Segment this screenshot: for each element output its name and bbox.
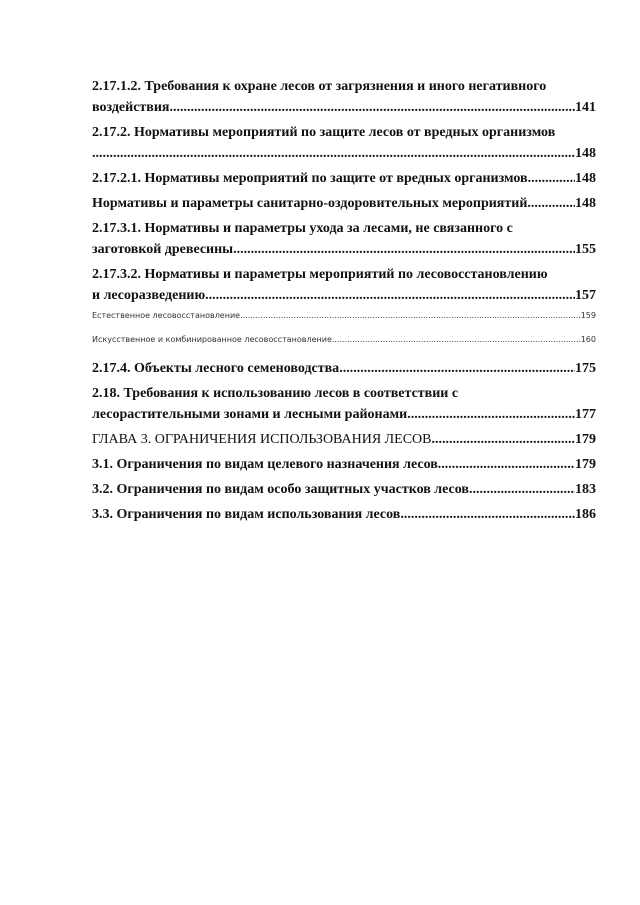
toc-entry-2-17-3-1[interactable] [92, 218, 596, 260]
toc-entry-sanitary-measures[interactable] [92, 193, 596, 214]
toc-entry-lastline [92, 285, 596, 306]
toc-entry-lastline [92, 310, 596, 322]
dot-leader [438, 454, 575, 475]
toc-entry-2-18[interactable] [92, 383, 596, 425]
toc-entry-title: воздействия [92, 100, 170, 115]
dot-leader [240, 310, 581, 322]
toc-entry-lastline [92, 168, 596, 189]
toc-entry-title: 2.17.2.1. Нормативы мероприятий по защите от вредных организмов. [92, 171, 532, 186]
toc-page-number: 157 [575, 288, 596, 303]
toc-entry-title: Нормативы и параметры санитарно-оздоровительных мероприятий [92, 196, 528, 211]
dot-leader [205, 285, 575, 306]
toc-entry-title: Искусственное и комбинированное лесовосстановление [92, 335, 332, 344]
toc-entry-lastline [92, 454, 596, 475]
table-of-contents [92, 76, 596, 529]
dot-leader [339, 358, 575, 379]
toc-page-number: 186 [575, 507, 596, 522]
toc-entry-title: ГЛАВА 3. ОГРАНИЧЕНИЯ ИСПОЛЬЗОВАНИЯ ЛЕСОВ [92, 432, 432, 447]
toc-entry-lastline [92, 193, 596, 214]
toc-entry-lastline [92, 143, 596, 164]
dot-leader [332, 334, 581, 346]
toc-page-number: 179 [575, 432, 596, 447]
toc-entry-title: и лесоразведению [92, 288, 206, 303]
toc-page-number: 159 [580, 311, 596, 320]
toc-entry-natural-reforestation[interactable] [92, 310, 596, 322]
toc-entry-2-17-3-2[interactable] [92, 264, 596, 306]
toc-entry-chapter-3[interactable] [92, 429, 596, 450]
toc-entry-2-17-2-1[interactable] [92, 168, 596, 189]
dot-leader [170, 97, 576, 118]
toc-entry-2-17-2[interactable] [92, 122, 596, 164]
toc-page-number: 179 [575, 457, 596, 472]
toc-page-number: 148 [575, 196, 596, 211]
toc-entry-lastline [92, 97, 596, 118]
toc-entry-title: Естественное лесовосстановление [92, 311, 241, 320]
toc-page-number: 175 [575, 361, 596, 376]
toc-entry-3-2[interactable] [92, 479, 596, 500]
toc-entry-title: 3.3. Ограничения по видам использования лесов [92, 507, 401, 522]
toc-entry-title-line1: 2.18. Требования к использованию лесов в соответствии с [92, 386, 459, 401]
toc-entry-title-line1: 2.17.3.2. Нормативы и параметры мероприятий по лесовосстановлению [92, 267, 548, 282]
toc-page-number: 183 [575, 482, 596, 497]
toc-page-number: 177 [575, 407, 596, 422]
dot-leader [469, 479, 575, 500]
dot-leader [233, 239, 575, 260]
toc-entry-3-1[interactable] [92, 454, 596, 475]
dot-leader [92, 143, 575, 164]
dot-leader [531, 168, 575, 189]
toc-entry-lastline [92, 504, 596, 525]
toc-page-number: 155 [575, 242, 596, 257]
dot-leader [400, 504, 575, 525]
toc-entry-title: 3.2. Ограничения по видам особо защитных участков лесов [92, 482, 469, 497]
toc-page-number: 148 [575, 146, 596, 161]
toc-entry-2-17-1-2[interactable] [92, 76, 596, 118]
toc-entry-title: 2.17.4. Объекты лесного семеноводства [92, 361, 340, 376]
toc-entry-3-3[interactable] [92, 504, 596, 525]
toc-page-number: 148 [575, 171, 596, 186]
toc-entry-lastline [92, 429, 596, 450]
dot-leader [527, 193, 575, 214]
toc-page-number: 160 [580, 335, 596, 344]
toc-entry-title-line1: 2.17.2. Нормативы мероприятий по защите лесов от вредных организмов [92, 125, 556, 140]
toc-entry-title: лесорастительными зонами и лесными районами [92, 407, 408, 422]
toc-entry-2-17-4[interactable] [92, 358, 596, 379]
toc-entry-lastline [92, 479, 596, 500]
toc-entry-title-line1: 2.17.1.2. Требования к охране лесов от загрязнения и иного негативного [92, 79, 547, 94]
dot-leader [432, 429, 575, 450]
dot-leader [407, 404, 575, 425]
toc-entry-title: 3.1. Ограничения по видам целевого назначения лесов [92, 457, 438, 472]
toc-entry-lastline [92, 404, 596, 425]
toc-entry-title: заготовкой древесины [92, 242, 234, 257]
toc-page-number: 141 [575, 100, 596, 115]
toc-entry-lastline [92, 334, 596, 346]
toc-entry-artificial-reforestation[interactable] [92, 334, 596, 346]
toc-entry-lastline [92, 358, 596, 379]
toc-entry-lastline [92, 239, 596, 260]
toc-entry-title-line1: 2.17.3.1. Нормативы и параметры ухода за лесами, не связанного с [92, 221, 513, 236]
